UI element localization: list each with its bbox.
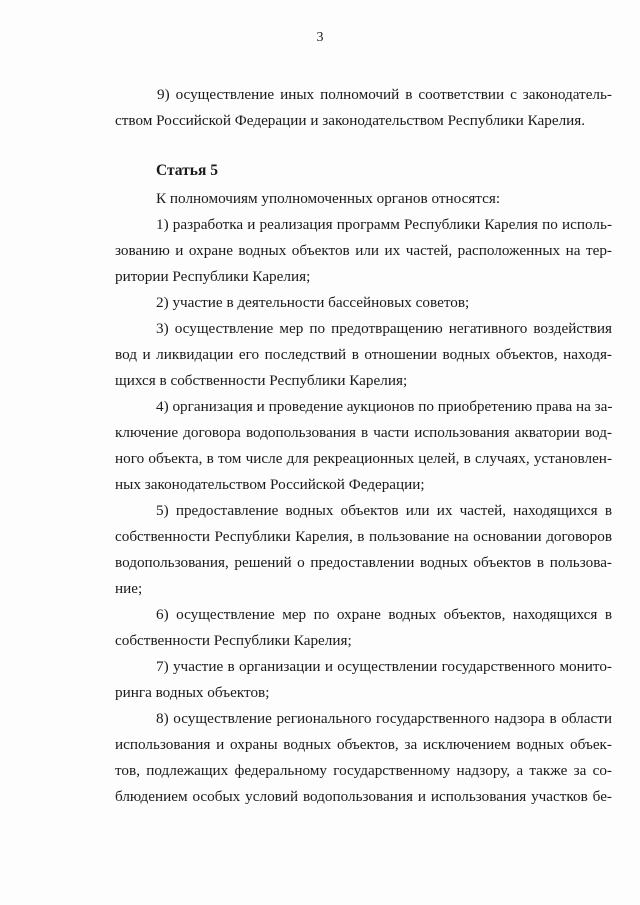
item-2-line-1: 2) участие в деятельности бассейновых советов; bbox=[156, 294, 470, 311]
item-4-line-2: ключение договора водопользования в части использования акватории вод- bbox=[115, 424, 612, 441]
item-7-line-2: ринга водных объектов; bbox=[115, 684, 270, 701]
article-heading: Статья 5 bbox=[156, 162, 218, 179]
item-5-line-4: ние; bbox=[115, 580, 143, 597]
page-number: 3 bbox=[316, 30, 324, 45]
article-intro: К полномочиям уполномоченных органов относятся: bbox=[156, 190, 501, 207]
item-3-line-3: щихся в собственности Республики Карелия; bbox=[115, 372, 408, 389]
item-5-line-1: 5) предоставление водных объектов или их частей, находящихся в bbox=[156, 502, 612, 519]
item-7-line-1: 7) участие в организации и осуществлении государственного монито- bbox=[156, 658, 612, 675]
item-1-line-3: ритории Республики Карелия; bbox=[115, 268, 311, 285]
item-8-line-4: блюдением особых условий водопользования и использования участков бе- bbox=[115, 788, 612, 805]
item-9-line-2: ством Российской Федерации и законодательством Республики Карелия. bbox=[115, 112, 586, 129]
item-8-line-2: использования и охраны водных объектов, за исключением водных объек- bbox=[115, 736, 612, 753]
item-5-line-3: водопользования, решений о предоставлении водных объектов в пользова- bbox=[115, 554, 612, 571]
item-4-line-3: ного объекта, в том числе для рекреационных целей, в случаях, установлен- bbox=[115, 450, 612, 467]
item-8-line-1: 8) осуществление регионального государственного надзора в области bbox=[156, 710, 612, 727]
item-5-line-2: собственности Республики Карелия, в пользование на основании договоров bbox=[115, 528, 612, 545]
item-9-line-1: 9) осуществление иных полномочий в соответствии с законодатель- bbox=[157, 86, 612, 103]
item-4-line-4: ных законодательством Российской Федерации; bbox=[115, 476, 425, 493]
item-3-line-2: вод и ликвидации его последствий в отношении водных объектов, находя- bbox=[115, 346, 612, 363]
item-1-line-1: 1) разработка и реализация программ Республики Карелия по исполь- bbox=[156, 216, 612, 233]
item-3-line-1: 3) осуществление мер по предотвращению негативного воздействия bbox=[156, 320, 612, 337]
item-4-line-1: 4) организация и проведение аукционов по приобретению права на за- bbox=[156, 398, 613, 415]
item-6-line-2: собственности Республики Карелия; bbox=[115, 632, 352, 649]
item-6-line-1: 6) осуществление мер по охране водных объектов, находящихся в bbox=[156, 606, 612, 623]
item-1-line-2: зованию и охране водных объектов или их частей, расположенных на тер- bbox=[115, 242, 612, 259]
item-8-line-3: тов, подлежащих федеральному государственному надзору, а также за со- bbox=[115, 762, 612, 779]
